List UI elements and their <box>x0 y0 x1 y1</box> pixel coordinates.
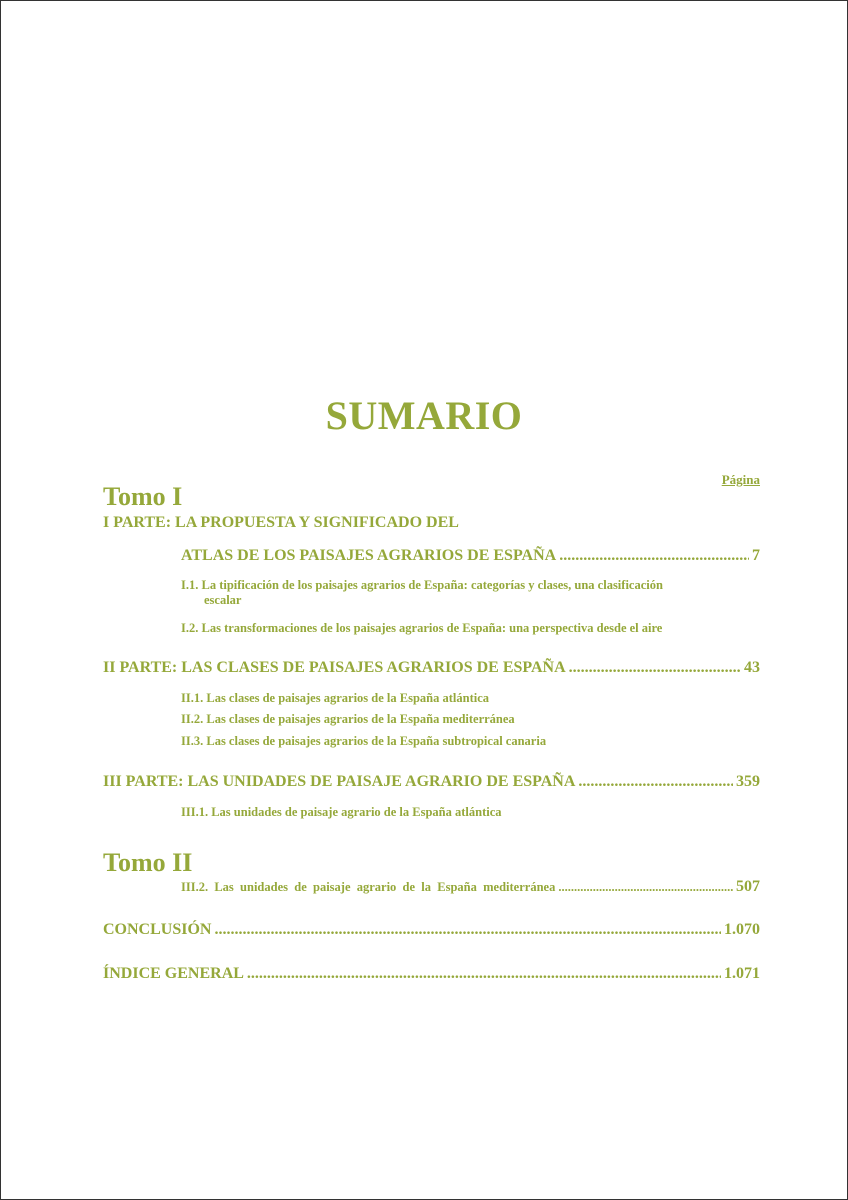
dot-leader <box>569 659 741 677</box>
page-column-header: Página <box>721 472 760 487</box>
parte-2-entry[interactable] <box>103 659 760 677</box>
section-iii-2-title: III.2. Las unidades de paisaje agrario de la España mediterránea <box>181 880 556 894</box>
page-title: SUMARIO <box>325 393 523 438</box>
section-i-1[interactable] <box>181 578 663 608</box>
section-iii-1[interactable]: III.1. Las unidades de paisaje agrario de la España atlántica <box>181 805 502 819</box>
section-ii-3[interactable]: II.3. Las clases de paisajes agrarios de la España subtropical canaria <box>181 734 547 748</box>
section-ii-1[interactable]: II.1. Las clases de paisajes agrarios de la España atlántica <box>181 691 490 705</box>
parte-3-page: 359 <box>736 773 760 790</box>
section-i-2[interactable] <box>181 621 662 636</box>
section-i-1-line1: I.1. La tipificación de los paisajes agrarios de España: categorías y clases, una clasificación <box>181 578 663 592</box>
parte-3-entry[interactable] <box>103 773 760 791</box>
section-iii-2-entry[interactable] <box>181 878 760 896</box>
conclusion-page: 1.070 <box>724 921 760 938</box>
dot-leader <box>578 773 733 791</box>
section-i-1-line2: escalar <box>204 593 242 607</box>
parte-1-page: 7 <box>752 547 760 564</box>
conclusion-title: CONCLUSIÓN <box>103 921 212 938</box>
dot-leader <box>247 965 721 983</box>
conclusion-entry[interactable] <box>103 921 760 939</box>
parte-1-title: ATLAS DE LOS PAISAJES AGRARIOS DE ESPAÑA <box>181 547 557 564</box>
section-i-2-line1: I.2. Las transformaciones de los paisajes agrarios de España: una perspectiva desde el aire <box>181 621 663 635</box>
section-iii-2-page: 507 <box>736 878 760 895</box>
dot-leader <box>558 880 733 895</box>
section-ii-2[interactable]: II.2. Las clases de paisajes agrarios de la España mediterránea <box>181 712 515 726</box>
tomo-2-heading: Tomo II <box>103 848 193 877</box>
indice-page: 1.071 <box>724 965 760 982</box>
indice-entry[interactable] <box>103 965 760 983</box>
indice-title: ÍNDICE GENERAL <box>103 965 244 982</box>
parte-2-title: II PARTE: LAS CLASES DE PAISAJES AGRARIOS DE ESPAÑA <box>103 659 566 676</box>
parte-1-entry[interactable] <box>181 547 760 565</box>
dot-leader <box>214 921 721 939</box>
parte-3-title: III PARTE: LAS UNIDADES DE PAISAJE AGRARIO DE ESPAÑA <box>103 773 576 790</box>
parte-1-heading: I PARTE: LA PROPUESTA Y SIGNIFICADO DEL <box>103 514 459 531</box>
tomo-1-heading: Tomo I <box>103 482 183 511</box>
dot-leader <box>559 547 749 565</box>
parte-2-page: 43 <box>744 659 760 676</box>
